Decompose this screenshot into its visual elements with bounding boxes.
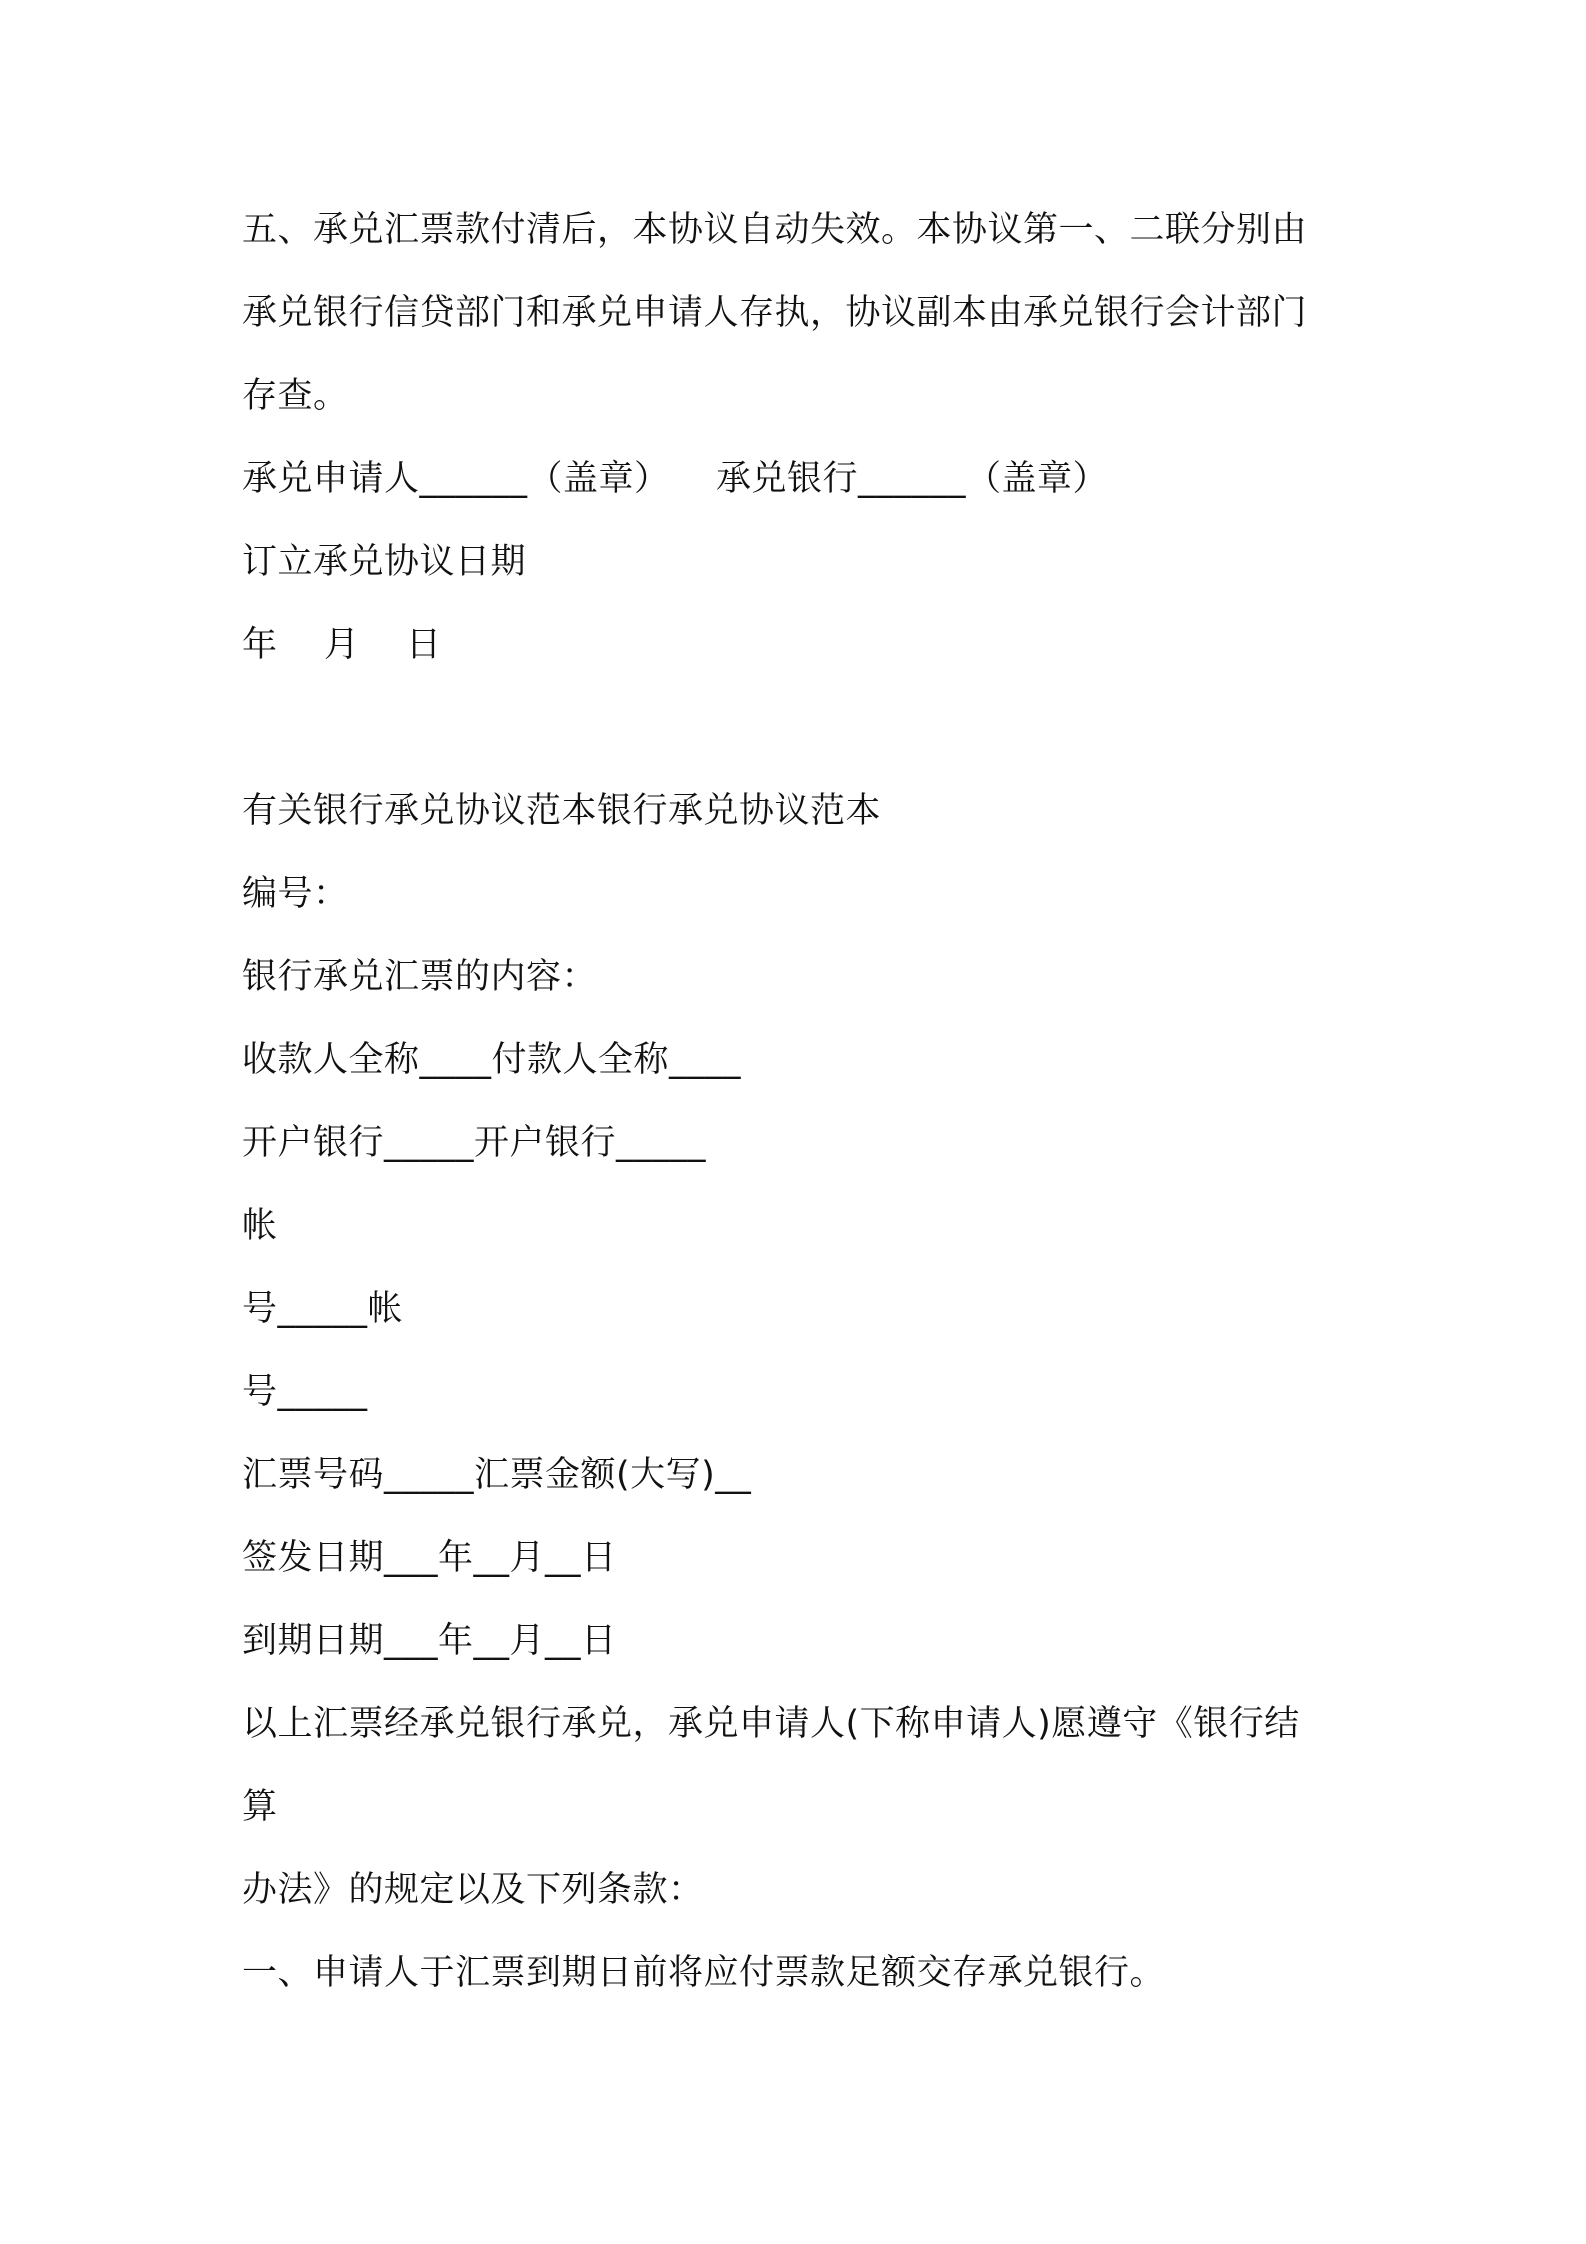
text-line: 算 (242, 1787, 278, 1827)
date-line: 年 月 日 (242, 625, 442, 665)
form-line: 汇票号码_____汇票金额(大写)__ (242, 1455, 752, 1495)
text-line: 订立承兑协议日期 (242, 542, 527, 582)
form-line: 号_____帐 (242, 1289, 404, 1329)
section-title: 有关银行承兑协议范本银行承兑协议范本 (242, 791, 882, 831)
form-line: 收款人全称____付款人全称____ (242, 1040, 742, 1080)
text-line: 以上汇票经承兑银行承兑，承兑申请人(下称申请人)愿遵守《银行结 (242, 1704, 1300, 1744)
text-line: 一、申请人于汇票到期日前将应付票款足额交存承兑银行。 (242, 1953, 1166, 1993)
text-line: 银行承兑汇票的内容： (242, 957, 598, 997)
signature-line: 承兑申请人______（盖章） 承兑银行______（盖章） (242, 459, 1109, 499)
form-line: 到期日期___年__月__日 (242, 1621, 617, 1661)
form-line: 帐 (242, 1206, 278, 1246)
text-line: 编号： (242, 874, 349, 914)
text-line: 存查。 (242, 376, 349, 416)
form-line: 号_____ (242, 1372, 368, 1412)
text-line: 办法》的规定以及下列条款： (242, 1870, 704, 1910)
text-line: 五、承兑汇票款付清后，本协议自动失效。本协议第一、二联分别由 (242, 210, 1308, 250)
form-line: 签发日期___年__月__日 (242, 1538, 617, 1578)
form-line: 开户银行_____开户银行_____ (242, 1123, 707, 1163)
text-line: 承兑银行信贷部门和承兑申请人存执，协议副本由承兑银行会计部门 (242, 293, 1308, 333)
